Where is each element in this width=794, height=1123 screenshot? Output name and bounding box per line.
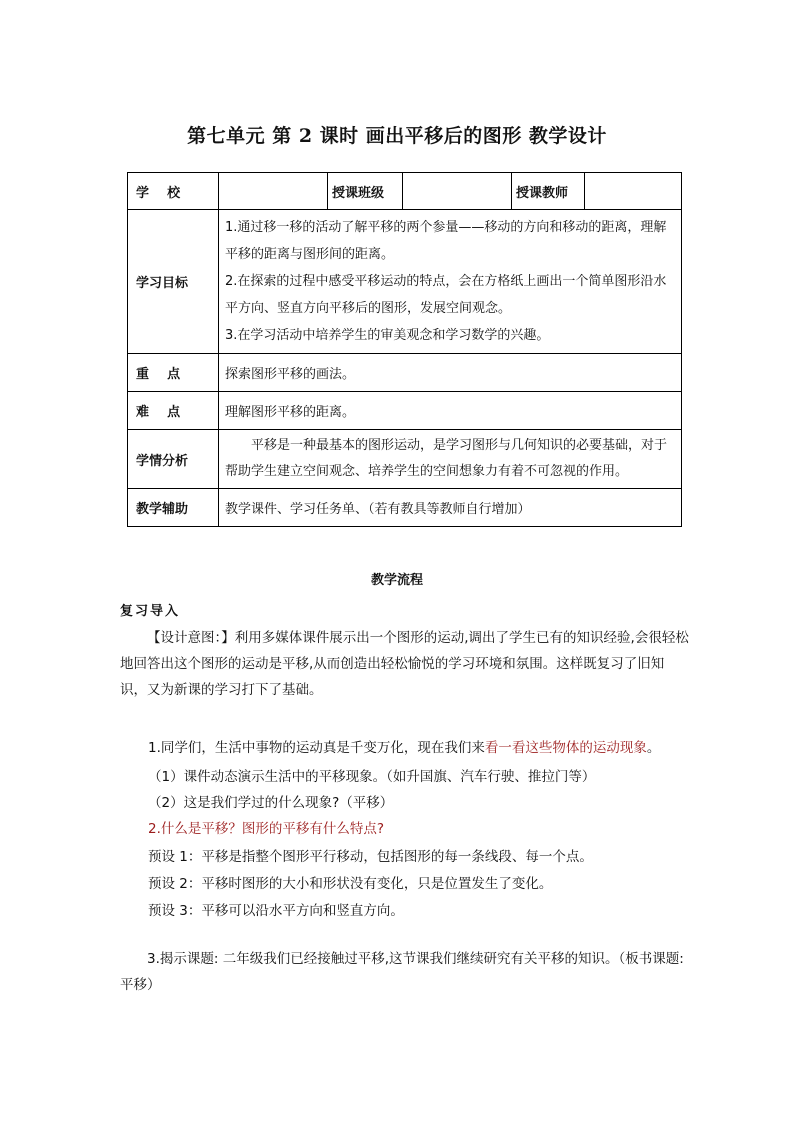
aids-row xyxy=(128,489,682,527)
step1-a: （1）课件动态演示生活中的平移现象。（如升国旗、汽车行驶、推拉门等） xyxy=(148,769,596,785)
key-row xyxy=(128,354,682,392)
class-value xyxy=(403,173,512,210)
key-value: 探索图形平移的画法。 xyxy=(219,354,682,392)
preset-1: 预设 1：平移是指整个图形平行移动，包括图形的每一条线段、每一个点。 xyxy=(148,849,593,865)
step1-suffix: 。 xyxy=(646,740,661,756)
goals-cell xyxy=(219,210,682,354)
class-label: 授课班级 xyxy=(328,173,403,210)
analysis-row xyxy=(128,430,682,489)
goals-label: 学习目标 xyxy=(128,210,219,354)
goal-item: 1.通过移一移的活动了解平移的两个参量——移动的方向和移动的距离，理解平移的距离与图形间的距离。 xyxy=(225,220,667,262)
aids-value: 教学课件、学习任务单、（若有教具等教师自行增加） xyxy=(219,489,682,527)
step1-b: （2）这是我们学过的什么现象?（平移） xyxy=(148,795,394,811)
goal-item: 2.在探索的过程中感受平移运动的特点，会在方格纸上画出一个简单图形沿水平方向、竖直方向平移后的图形，发展空间观念。 xyxy=(225,274,667,316)
teacher-value xyxy=(585,173,682,210)
difficulty-row xyxy=(128,392,682,430)
flow-title: 教学流程 xyxy=(370,573,423,588)
analysis-label: 学情分析 xyxy=(128,430,219,489)
preset-2: 预设 2：平移时图形的大小和形状没有变化，只是位置发生了变化。 xyxy=(148,876,553,892)
aids-label: 教学辅助 xyxy=(128,489,219,527)
step1 xyxy=(148,736,708,756)
difficulty-label: 难 点 xyxy=(128,392,219,430)
preset-3: 预设 3：平移可以沿水平方向和竖直方向。 xyxy=(148,903,404,919)
analysis-text: 平移是一种最基本的图形运动，是学习图形与几何知识的必要基础，对于帮助学生建立空间观念、培养学生的空间想象力有着不可忽视的作用。 xyxy=(225,438,668,479)
goal-item: 3.在学习活动中培养学生的审美观念和学习数学的兴趣。 xyxy=(225,328,550,343)
step3: 3.揭示课题: 二年级我们已经接触过平移,这节课我们继续研究有关平移的知识。（板书课题:平移） xyxy=(120,951,684,993)
teacher-label: 授课教师 xyxy=(512,173,585,210)
analysis-value xyxy=(219,430,682,489)
school-row xyxy=(128,173,682,210)
review-title: 复习导入 xyxy=(120,604,181,619)
difficulty-value: 理解图形平移的距离。 xyxy=(219,392,682,430)
step2: 2.什么是平移？图形的平移有什么特点? xyxy=(148,821,385,837)
step1-prefix: 1.同学们，生活中事物的运动真是千变万化，现在我们来 xyxy=(148,740,485,756)
school-label: 学 校 xyxy=(128,173,219,210)
design-intent: 【设计意图：】利用多媒体课件展示出一个图形的运动,调出了学生已有的知识经验,会很轻松地回答出这个图形的运动是平移,从而创造出轻松愉悦的学习环境和氛围。这样既复习了旧知识，又为新课的学习打下了基础。 xyxy=(120,630,689,698)
step1-highlight: 看一看这些物体的运动现象 xyxy=(484,740,647,756)
school-value xyxy=(219,173,328,210)
goals-row xyxy=(128,210,682,354)
page-title: 第七单元 第 2 课时 画出平移后的图形 教学设计 xyxy=(187,125,607,147)
key-label: 重 点 xyxy=(128,354,219,392)
lesson-info-table xyxy=(127,172,682,527)
